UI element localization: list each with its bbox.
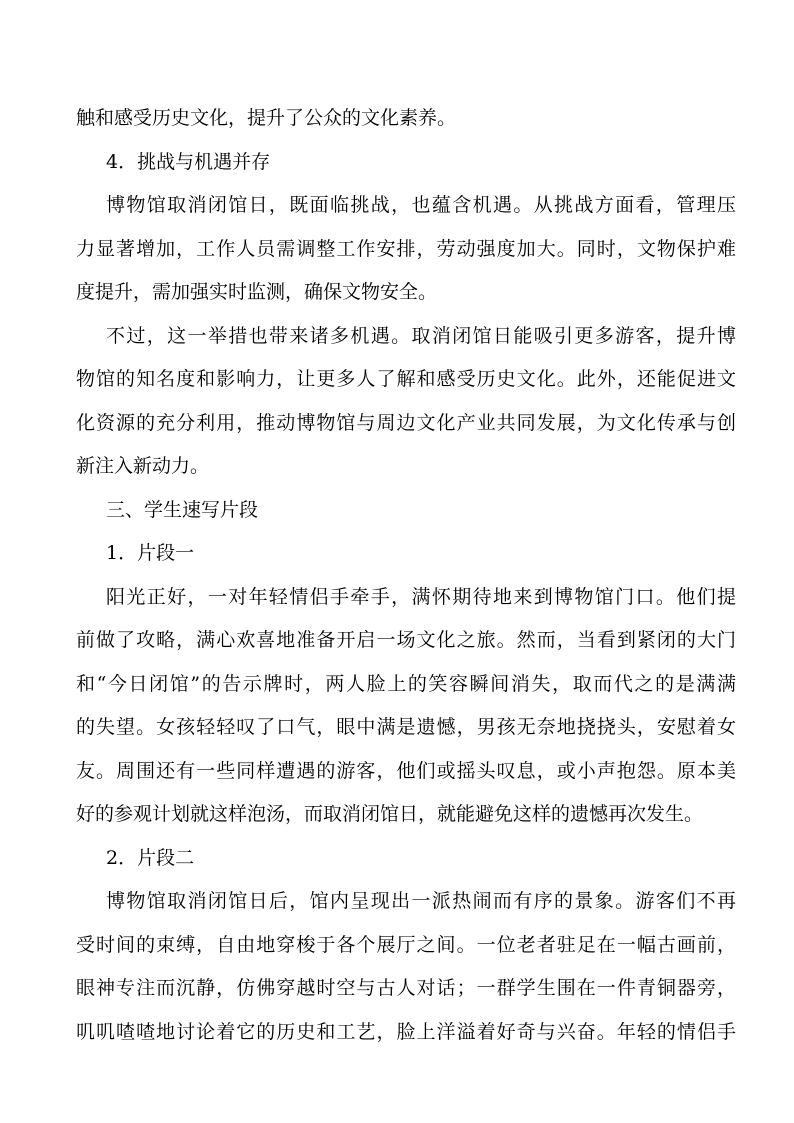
paragraph-line: 博物馆取消闭馆日，既面临挑战，也蕴含机遇。从挑战方面看，管理压 xyxy=(106,194,736,216)
paragraph-line: 化资源的充分利用，推动博物馆与周边文化产业共同发展，为文化传承与创 xyxy=(76,412,736,434)
paragraph-line: 好的参观计划就这样泡汤，而取消闭馆日，就能避免这样的遗憾再次发生。 xyxy=(76,803,704,825)
paragraph-line: 和“今日闭馆”的告示牌时，两人脸上的笑容瞬间消失，取而代之的是满满 xyxy=(76,673,736,695)
paragraph-line: 阳光正好，一对年轻情侣手牵手，满怀期待地来到博物馆门口。他们提 xyxy=(106,586,736,608)
paragraph-line: 前做了攻略，满心欢喜地准备开启一场文化之旅。然而，当看到紧闭的大门 xyxy=(76,629,736,651)
paragraph-line: 友。周围还有一些同样遭遇的游客，他们或摇头叹息，或小声抱怨。原本美 xyxy=(76,760,736,782)
paragraph-line: 新注入新动力。 xyxy=(76,455,210,477)
paragraph-line: 的失望。女孩轻轻叹了口气，眼中满是遗憾，男孩无奈地挠挠头，安慰着女 xyxy=(76,716,736,738)
paragraph-line: 叽叽喳喳地讨论着它的历史和工艺，脸上洋溢着好奇与兴奋。年轻的情侣手 xyxy=(76,1021,736,1043)
paragraph-line: 度提升，需加强实时监测，确保文物安全。 xyxy=(76,281,438,303)
subsection-heading: 2．片段二 xyxy=(106,847,195,869)
subsection-heading: 1．片段一 xyxy=(106,542,195,564)
section-heading: 三、学生速写片段 xyxy=(106,499,259,521)
paragraph-line: 眼神专注而沉静，仿佛穿越时空与古人对话；一群学生围在一件青铜器旁， xyxy=(76,977,736,999)
paragraph-line: 受时间的束缚，自由地穿梭于各个展厅之间。一位老者驻足在一幅古画前， xyxy=(76,934,736,956)
paragraph-line: 触和感受历史文化，提升了公众的文化素养。 xyxy=(76,107,457,129)
paragraph-line: 物馆的知名度和影响力，让更多人了解和感受历史文化。此外，还能促进文 xyxy=(76,368,736,390)
section-heading: 4．挑战与机遇并存 xyxy=(106,151,271,173)
paragraph-line: 不过，这一举措也带来诸多机遇。取消闭馆日能吸引更多游客，提升博 xyxy=(106,325,736,347)
paragraph-line: 博物馆取消闭馆日后，馆内呈现出一派热闹而有序的景象。游客们不再 xyxy=(106,890,736,912)
paragraph-line: 力显著增加，工作人员需调整工作安排，劳动强度加大。同时，文物保护难 xyxy=(76,238,736,260)
